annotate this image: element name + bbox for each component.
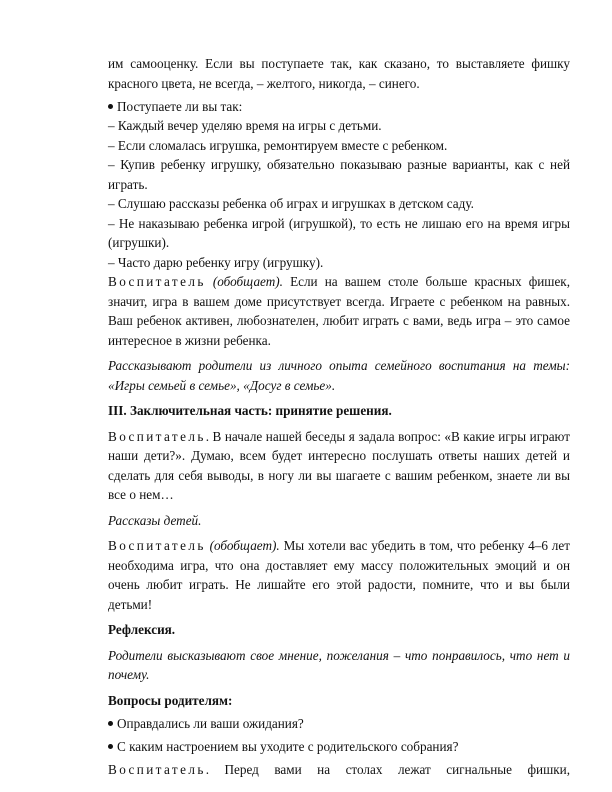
paragraph-self-assessment: им самооценку. Если вы поступаете так, как сказано, то выставляете фишку красного цвета, не всегда, – желтого, никогда, – синего.	[108, 56, 570, 91]
dash-item-2: – Если сломалась игрушка, ремонтируем вместе с ребенком.	[108, 137, 448, 153]
speaker-label: Воспитатель	[108, 274, 206, 289]
stage-note: (обобщает).	[212, 274, 283, 289]
dash-item-3: – Купив ребенку игрушку, обязательно показываю разные варианты, как с ней играть.	[108, 157, 570, 192]
bullet-icon	[108, 104, 113, 109]
paragraph-reflection: Родители высказывают свое мнение, пожелания – что понравилось, что нет и почему.	[108, 647, 570, 682]
paragraph-summary-2: Воспитатель (обобщает). Мы хотели вас убедить в том, что ребенку 4–6 лет необходима игра, что она доставляет ему массу положительных эмоций и он очень любит играть. Не лишайте его этой радости, помните, что и вы были детьми!	[108, 538, 571, 612]
question-item-2: С каким настроением вы уходите с родительского собрания?	[108, 737, 570, 757]
paragraph-children-story: Рассказы детей.	[108, 512, 202, 528]
bullet-icon	[108, 744, 113, 749]
dash-item-5: – Не наказываю ребенка игрой (игрушкой), то есть не лишаю его на время игры (игрушки).	[108, 215, 570, 250]
section-title: III. Заключительная часть: принятие решения.	[108, 403, 392, 418]
question-item-1: Оправдались ли ваши ожидания?	[108, 714, 570, 734]
bullet-icon	[108, 721, 113, 726]
stage-note: (обобщает).	[209, 538, 280, 553]
paragraph-teacher-question: Воспитатель. В начале нашей беседы я задала вопрос: «В какие игры играют наши дети?». Думаю, всем будет интересно послушать ответы наших детей и сделать для себя выводы, в ногу ли вы шагаете с вашим ребенком, знаете ли вы все о нем…	[108, 428, 570, 502]
speaker-label: Воспитатель	[108, 761, 206, 777]
paragraph-summary-1: Воспитатель (обобщает). Если на вашем столе больше красных фишек, значит, игра в вашем доме присутствует всегда. Играете с ребенком на равных. Ваш ребенок активен, любознателен, любит играть с вами, ведь игра – это самое интересное в жизни ребенка.	[108, 274, 571, 348]
dash-item-1: – Каждый вечер уделяю время на игры с детьми.	[108, 118, 382, 133]
dash-item-6: – Часто дарю ребенку игру (игрушку).	[108, 254, 324, 270]
reflection-title: Рефлексия.	[108, 622, 176, 637]
speaker-label: Воспитатель	[108, 428, 206, 444]
dash-item-4: – Слушаю рассказы ребенка об играх и игрушках в детском саду.	[108, 196, 474, 211]
questions-title: Вопросы родителям:	[108, 692, 233, 708]
speaker-label: Воспитатель	[108, 538, 206, 553]
bullet-question: Поступаете ли вы так:	[108, 97, 570, 117]
paragraph-teacher-signals: Воспитатель. Перед вами на столах лежат сигнальные фишки,	[108, 761, 570, 777]
paragraph-parents-story: Рассказывают родители из личного опыта семейного воспитания на темы: «Игры семьей в семье», «Досуг в семье».	[108, 358, 570, 393]
